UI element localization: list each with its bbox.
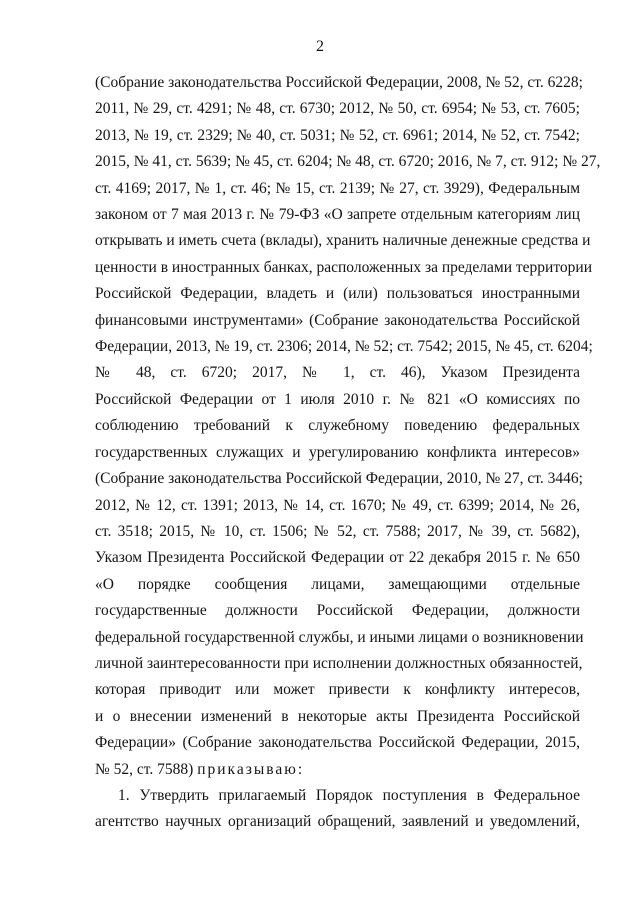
citation-end: № 52, ст. 7588) <box>95 760 194 778</box>
text-line: финансовыми инструментами» (Собрание законодательства Российской <box>95 311 580 329</box>
text-line: 2015, № 41, ст. 5639; № 45, ст. 6204; № 48, ст. 6720; 2016, № 7, ст. 912; № 27, <box>95 153 601 171</box>
text-line: (Собрание законодательства Российской Федерации, 2008, № 52, ст. 6228; <box>95 74 583 91</box>
text-line: № 48, ст. 6720; 2017, № 1, ст. 46), Указом Президента <box>95 364 580 382</box>
text-line: федеральной государственной службы, и иными лицами о возникновении <box>95 628 584 646</box>
main-text <box>95 70 601 836</box>
text-line: Федерации, 2013, № 19, ст. 2306; 2014, № 52; ст. 7542; 2015, № 45, ст. 6204; <box>95 338 593 356</box>
text-line: ценности в иностранных банках, расположенных за пределами территории <box>95 258 593 276</box>
text-line: государственные должности Российской Федерации, должности <box>95 602 580 620</box>
text-line: 2013, № 19, ст. 2329; № 40, ст. 5031; № 52, ст. 6961; 2014, № 52, ст. 7542; <box>95 126 580 144</box>
text-line: Российской Федерации, владеть и (или) пользоваться иностранными <box>95 285 580 303</box>
paragraph-1-line: агентство научных организаций обращений, заявлений и уведомлений, <box>95 813 580 831</box>
text-line: ст. 4169; 2017, № 1, ст. 46; № 15, ст. 2139; № 27, ст. 3929), Федеральным <box>95 179 580 197</box>
text-line: 2011, № 29, ст. 4291; № 48, ст. 6730; 2012, № 50, ст. 6954; № 53, ст. 7605; <box>95 100 580 118</box>
text-line: 2012, № 12, ст. 1391; 2013, № 14, ст. 1670; № 49, ст. 6399; 2014, № 26, <box>95 496 580 514</box>
text-line: и о внесении изменений в некоторые акты Президента Российской <box>95 707 580 725</box>
text-line: ст. 3518; 2015, № 10, ст. 1506; № 52, ст. 7588; 2017, № 39, ст. 5682), <box>95 522 580 540</box>
text-line: (Собрание законодательства Российской Федерации, 2010, № 27, ст. 3446; <box>95 470 583 488</box>
text-line: «О порядке сообщения лицами, замещающими отдельные <box>95 575 580 593</box>
text-line: Российской Федерации от 1 июля 2010 г. № 821 «О комиссиях по <box>95 390 580 408</box>
text-line: Указом Президента Российской Федерации от 22 декабря 2015 г. № 650 <box>95 549 580 567</box>
paragraph-1-line: 1. Утвердить прилагаемый Порядок поступления в Федеральное <box>118 786 580 804</box>
text-line: открывать и иметь счета (вклады), хранить наличные денежные средства и <box>95 232 591 250</box>
text-line: Федерации» (Собрание законодательства Российской Федерации, 2015, <box>95 734 580 752</box>
page-number: 2 <box>316 38 324 55</box>
text-line: государственных служащих и урегулированию конфликта интересов» <box>95 443 580 461</box>
text-line: соблюдению требований к служебному поведению федеральных <box>95 417 580 435</box>
text-line: законом от 7 мая 2013 г. № 79-ФЗ «О запрете отдельным категориям лиц <box>95 206 580 224</box>
text-line: которая приводит или может привести к конфликту интересов, <box>95 681 580 699</box>
text-line: личной заинтересованности при исполнении должностных обязанностей, <box>95 654 583 672</box>
order-word: приказываю: <box>197 760 305 778</box>
order-line <box>95 757 580 783</box>
